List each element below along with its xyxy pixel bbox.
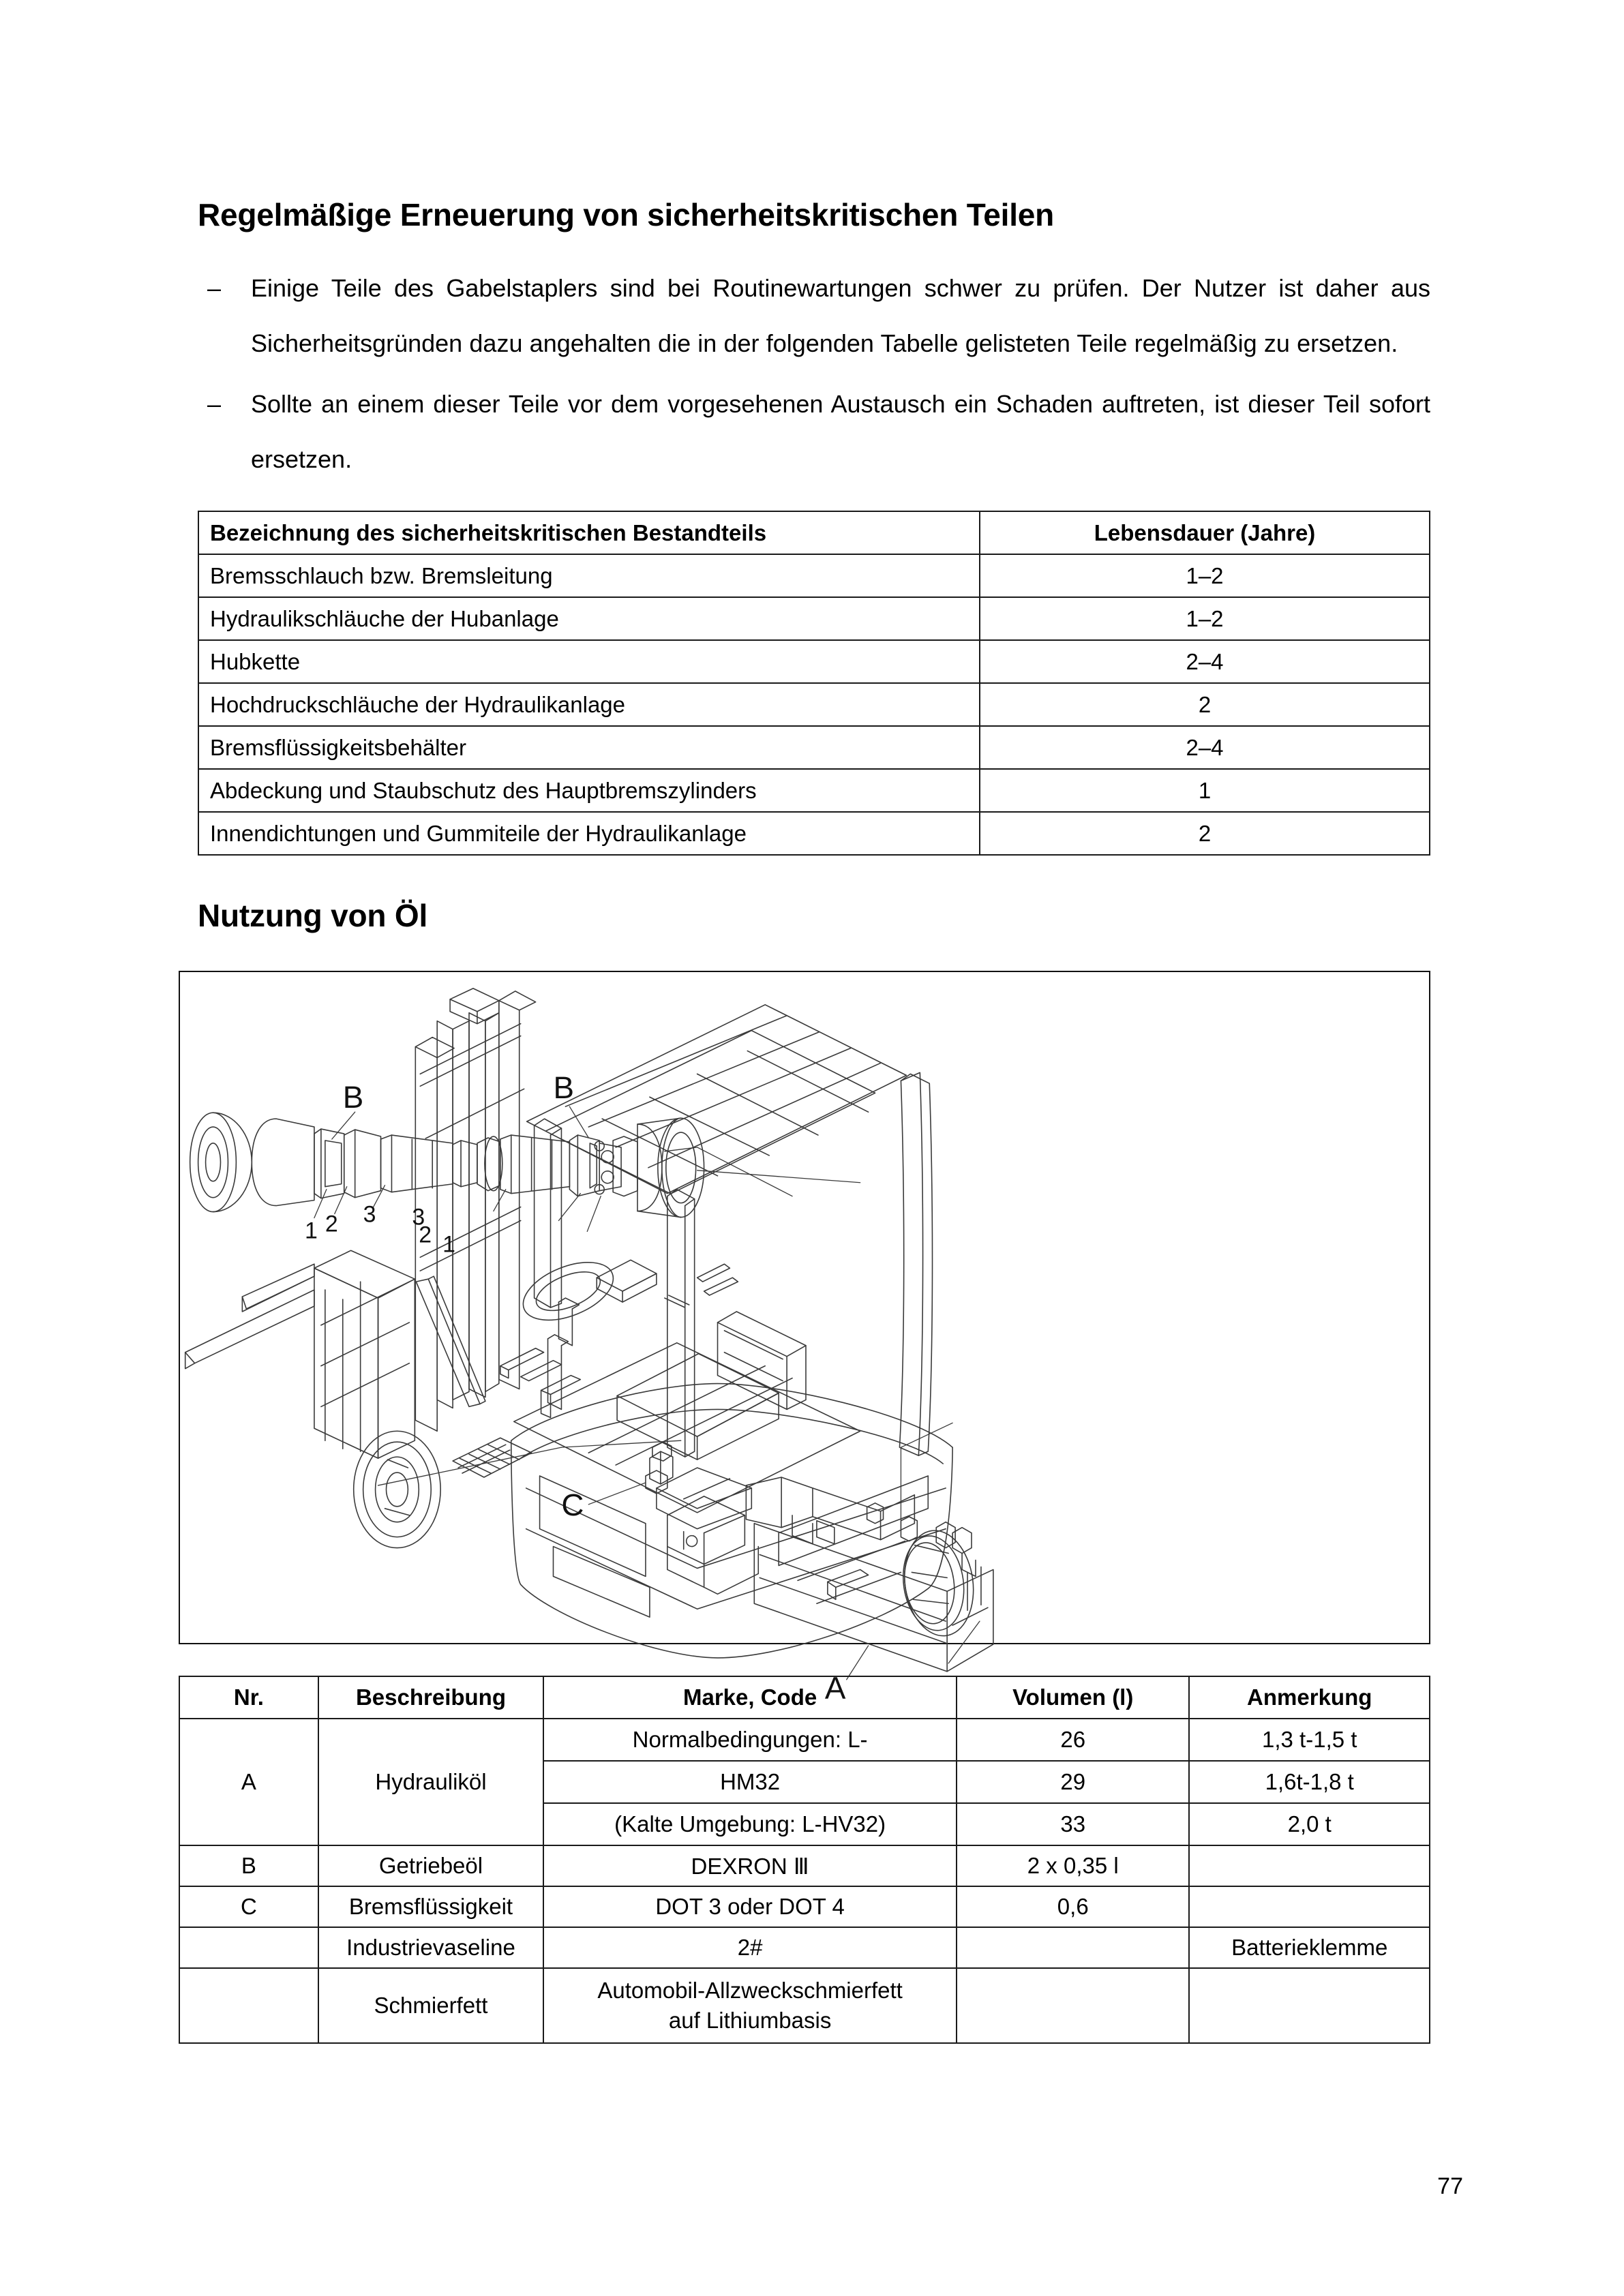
table-row xyxy=(198,812,1430,855)
label-b-left: B xyxy=(342,1080,364,1115)
table-row xyxy=(179,1886,1430,1927)
hydraulic-tank-cover xyxy=(746,1423,993,1679)
cell-volume: 33 xyxy=(957,1803,1189,1845)
lifespan-table xyxy=(198,511,1430,856)
label-c: C xyxy=(561,1487,584,1522)
header-component: Bezeichnung des sicherheitskritischen Bestandteils xyxy=(198,511,980,554)
label-3-right: 3 xyxy=(412,1204,425,1230)
header-description: Beschreibung xyxy=(318,1676,543,1719)
cell-lifespan: 1–2 xyxy=(980,554,1430,597)
cell-component: Abdeckung und Staubschutz des Hauptbremszylinders xyxy=(198,769,980,812)
oil-table-container xyxy=(179,1676,1430,2044)
cell-volume xyxy=(957,1968,1189,2043)
header-note: Anmerkung xyxy=(1189,1676,1430,1719)
cell-volume xyxy=(957,1927,1189,1968)
cell-component: Bremsschlauch bzw. Bremsleitung xyxy=(198,554,980,597)
cell-description: Industrievaseline xyxy=(318,1927,543,1968)
cell-lifespan: 2 xyxy=(980,683,1430,726)
header-nr: Nr. xyxy=(179,1676,318,1719)
table-header-row xyxy=(179,1676,1430,1719)
mast-assembly xyxy=(185,988,536,1458)
intro-paragraph-2: Sollte an einem dieser Teile vor dem vorgesehenen Austausch ein Schaden auftreten, ist dieser Teil sofort ersetzen. xyxy=(251,390,1430,473)
cell-brand-line-1: Automobil-Allzweckschmierfett xyxy=(597,1978,903,2004)
oil-heading-container xyxy=(198,898,1432,933)
table-row xyxy=(179,1927,1430,1968)
table-row xyxy=(198,683,1430,726)
table-row xyxy=(198,769,1430,812)
cell-description: Getriebeöl xyxy=(318,1845,543,1886)
cell-volume: 0,6 xyxy=(957,1886,1189,1927)
cell-brand: 2# xyxy=(543,1927,957,1968)
lifespan-table-container xyxy=(198,511,1430,856)
intro-paragraph-1: Einige Teile des Gabelstaplers sind bei Routinewartungen schwer zu prüfen. Der Nutzer ist daher aus Sicherheitsgründen dazu angehalten die in der folgenden Tabelle gelisteten Teile regelmäßig zu ersetzen. xyxy=(251,274,1430,357)
cell-component: Hydraulikschläuche der Hubanlage xyxy=(198,597,980,640)
cell-brand: DOT 3 oder DOT 4 xyxy=(543,1886,957,1927)
cell-brand-line-1: Normalbedingungen: L- xyxy=(543,1719,957,1761)
cell-brand: DEXRON Ⅲ xyxy=(543,1845,957,1886)
cell-description: Schmierfett xyxy=(318,1968,543,2043)
cell-note xyxy=(1189,1886,1430,1927)
cell-note: 2,0 t xyxy=(1189,1803,1430,1845)
page-number: 77 xyxy=(1437,2173,1463,2199)
cell-note: Batterieklemme xyxy=(1189,1927,1430,1968)
list-item xyxy=(198,260,1430,371)
cell-component: Innendichtungen und Gummiteile der Hydraulikanlage xyxy=(198,812,980,855)
header-lifespan: Lebensdauer (Jahre) xyxy=(980,511,1430,554)
header-volume: Volumen (l) xyxy=(957,1676,1189,1719)
cell-brand-line-3: (Kalte Umgebung: L-HV32) xyxy=(543,1803,957,1845)
section-heading-container xyxy=(198,198,1432,232)
intro-bullet-list xyxy=(198,260,1430,492)
table-row xyxy=(179,1968,1430,2043)
label-1-right: 1 xyxy=(442,1231,456,1258)
cell-brand-line-2: HM32 xyxy=(543,1761,957,1803)
cell-nr: B xyxy=(179,1845,318,1886)
table-row xyxy=(198,640,1430,683)
cell-brand xyxy=(543,1968,957,2043)
table-row xyxy=(198,554,1430,597)
oil-section-title: Nutzung von Öl xyxy=(198,898,428,933)
cell-description: Hydrauliköl xyxy=(318,1719,543,1845)
cell-volume: 26 xyxy=(957,1719,1189,1761)
cell-component: Hochdruckschläuche der Hydraulikanlage xyxy=(198,683,980,726)
label-b-right: B xyxy=(553,1070,575,1106)
cell-nr: A xyxy=(179,1719,318,1845)
operator-compartment xyxy=(453,1251,860,1513)
cell-component: Bremsflüssigkeitsbehälter xyxy=(198,726,980,769)
table-row xyxy=(179,1845,1430,1886)
cell-lifespan: 1 xyxy=(980,769,1430,812)
cell-lifespan: 2–4 xyxy=(980,640,1430,683)
cell-lifespan: 2–4 xyxy=(980,726,1430,769)
cell-brand-line-2: auf Lithiumbasis xyxy=(668,2008,832,2033)
cell-note: 1,6t-1,8 t xyxy=(1189,1761,1430,1803)
cell-lifespan: 2 xyxy=(980,812,1430,855)
oil-table xyxy=(179,1676,1430,2044)
label-2-left: 2 xyxy=(325,1211,338,1237)
cell-component: Hubkette xyxy=(198,640,980,683)
axle-exploded-assembly xyxy=(190,1106,704,1231)
label-2-right: 2 xyxy=(419,1222,432,1248)
cell-nr xyxy=(179,1927,318,1968)
table-row xyxy=(198,726,1430,769)
cell-note: 1,3 t-1,5 t xyxy=(1189,1719,1430,1761)
cell-nr: C xyxy=(179,1886,318,1927)
brake-master-cylinder xyxy=(588,1442,758,1594)
list-item xyxy=(198,376,1430,487)
page-title: Regelmäßige Erneuerung von sicherheitskritischen Teilen xyxy=(198,197,1055,232)
cell-note xyxy=(1189,1845,1430,1886)
bullet-dash-icon: – xyxy=(207,390,222,418)
cell-volume: 29 xyxy=(957,1761,1189,1803)
cell-note xyxy=(1189,1968,1430,2043)
cell-nr xyxy=(179,1968,318,2043)
bullet-dash-icon: – xyxy=(207,274,222,302)
table-row xyxy=(179,1719,1430,1761)
cell-volume: 2 x 0,35 l xyxy=(957,1845,1189,1886)
table-header-row xyxy=(198,511,1430,554)
cell-lifespan: 1–2 xyxy=(980,597,1430,640)
label-a: A xyxy=(824,1670,846,1706)
label-1-left: 1 xyxy=(304,1218,318,1244)
header-brand: Marke, Code xyxy=(543,1676,957,1719)
label-3-left: 3 xyxy=(363,1201,376,1228)
cell-description: Bremsflüssigkeit xyxy=(318,1886,543,1927)
table-row xyxy=(198,597,1430,640)
